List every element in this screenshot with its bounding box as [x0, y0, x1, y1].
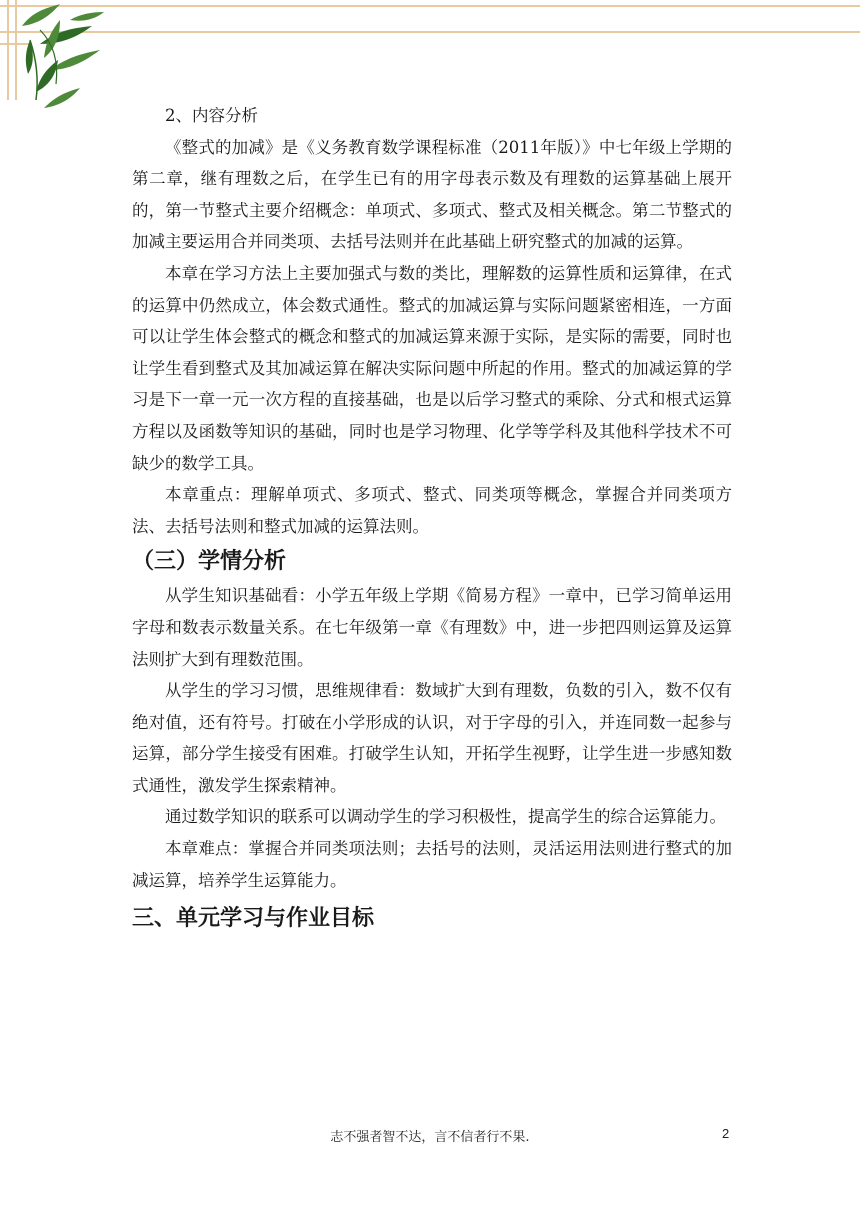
student-paragraph: 通过数学知识的联系可以调动学生的学习积极性，提高学生的综合运算能力。	[165, 807, 726, 827]
document-body	[132, 100, 732, 938]
student-paragraph: 本章难点：掌握合并同类项法则；去括号的法则，灵活运用法则进行整式的加减运算，培养学生运算能力。	[132, 839, 732, 890]
content-paragraph: 《整式的加减》是《义务教育数学课程标准（2011年版）》中七年级上学期的第二章，继有理数之后，在学生已有的用字母表示数及有理数的运算基础上展开的，第一节整式主要介绍概念：单项式、多项式、整式及相关概念。第二节整式的加减主要运用合并同类项、去括号法则并在此基础上研究整式的加减的运算。	[132, 137, 732, 252]
student-paragraph: 从学生的学习习惯，思维规律看：数域扩大到有理数，负数的引入，数不仅有绝对值，还有符号。打破在小学形成的认识，对于字母的引入，并连同数一起参与运算，部分学生接受有困难。打破学生认知，开拓学生视野，让学生进一步感知数式通性，激发学生探索精神。	[132, 681, 732, 795]
content-analysis-heading: 2、内容分析	[165, 106, 258, 125]
unit-goals-heading: 三、单元学习与作业目标	[132, 906, 375, 932]
content-paragraph: 本章重点：理解单项式、多项式、整式、同类项等概念，掌握合并同类项方法、去括号法则和整式加减的运算法则。	[132, 485, 732, 536]
student-analysis-heading: （三）学情分析	[132, 549, 287, 575]
bamboo-leaves-icon	[22, 4, 104, 108]
page-number: 2	[722, 1126, 730, 1141]
footer-quote: 志不强者智不达，言不信者行不果.	[330, 1130, 530, 1145]
student-paragraph: 从学生知识基础看：小学五年级上学期《简易方程》一章中，已学习简单运用字母和数表示数量关系。在七年级第一章《有理数》中，进一步把四则运算及运算法则扩大到有理数范围。	[132, 586, 732, 669]
content-paragraph: 本章在学习方法上主要加强式与数的类比，理解数的运算性质和运算律，在式的运算中仍然成立，体会数式通性。整式的加减运算与实际问题紧密相连，一方面可以让学生体会整式的概念和整式的加减运算来源于实际，是实际的需要，同时也让学生看到整式及其加减运算在解决实际问题中所起的作用。整式的加减运算的学习是下一章一元一次方程的直接基础，也是以后学习整式的乘除、分式和根式运算方程以及函数等知识的基础，同时也是学习物理、化学等学科及其他科学技术不可缺少的数学工具。	[132, 263, 732, 473]
